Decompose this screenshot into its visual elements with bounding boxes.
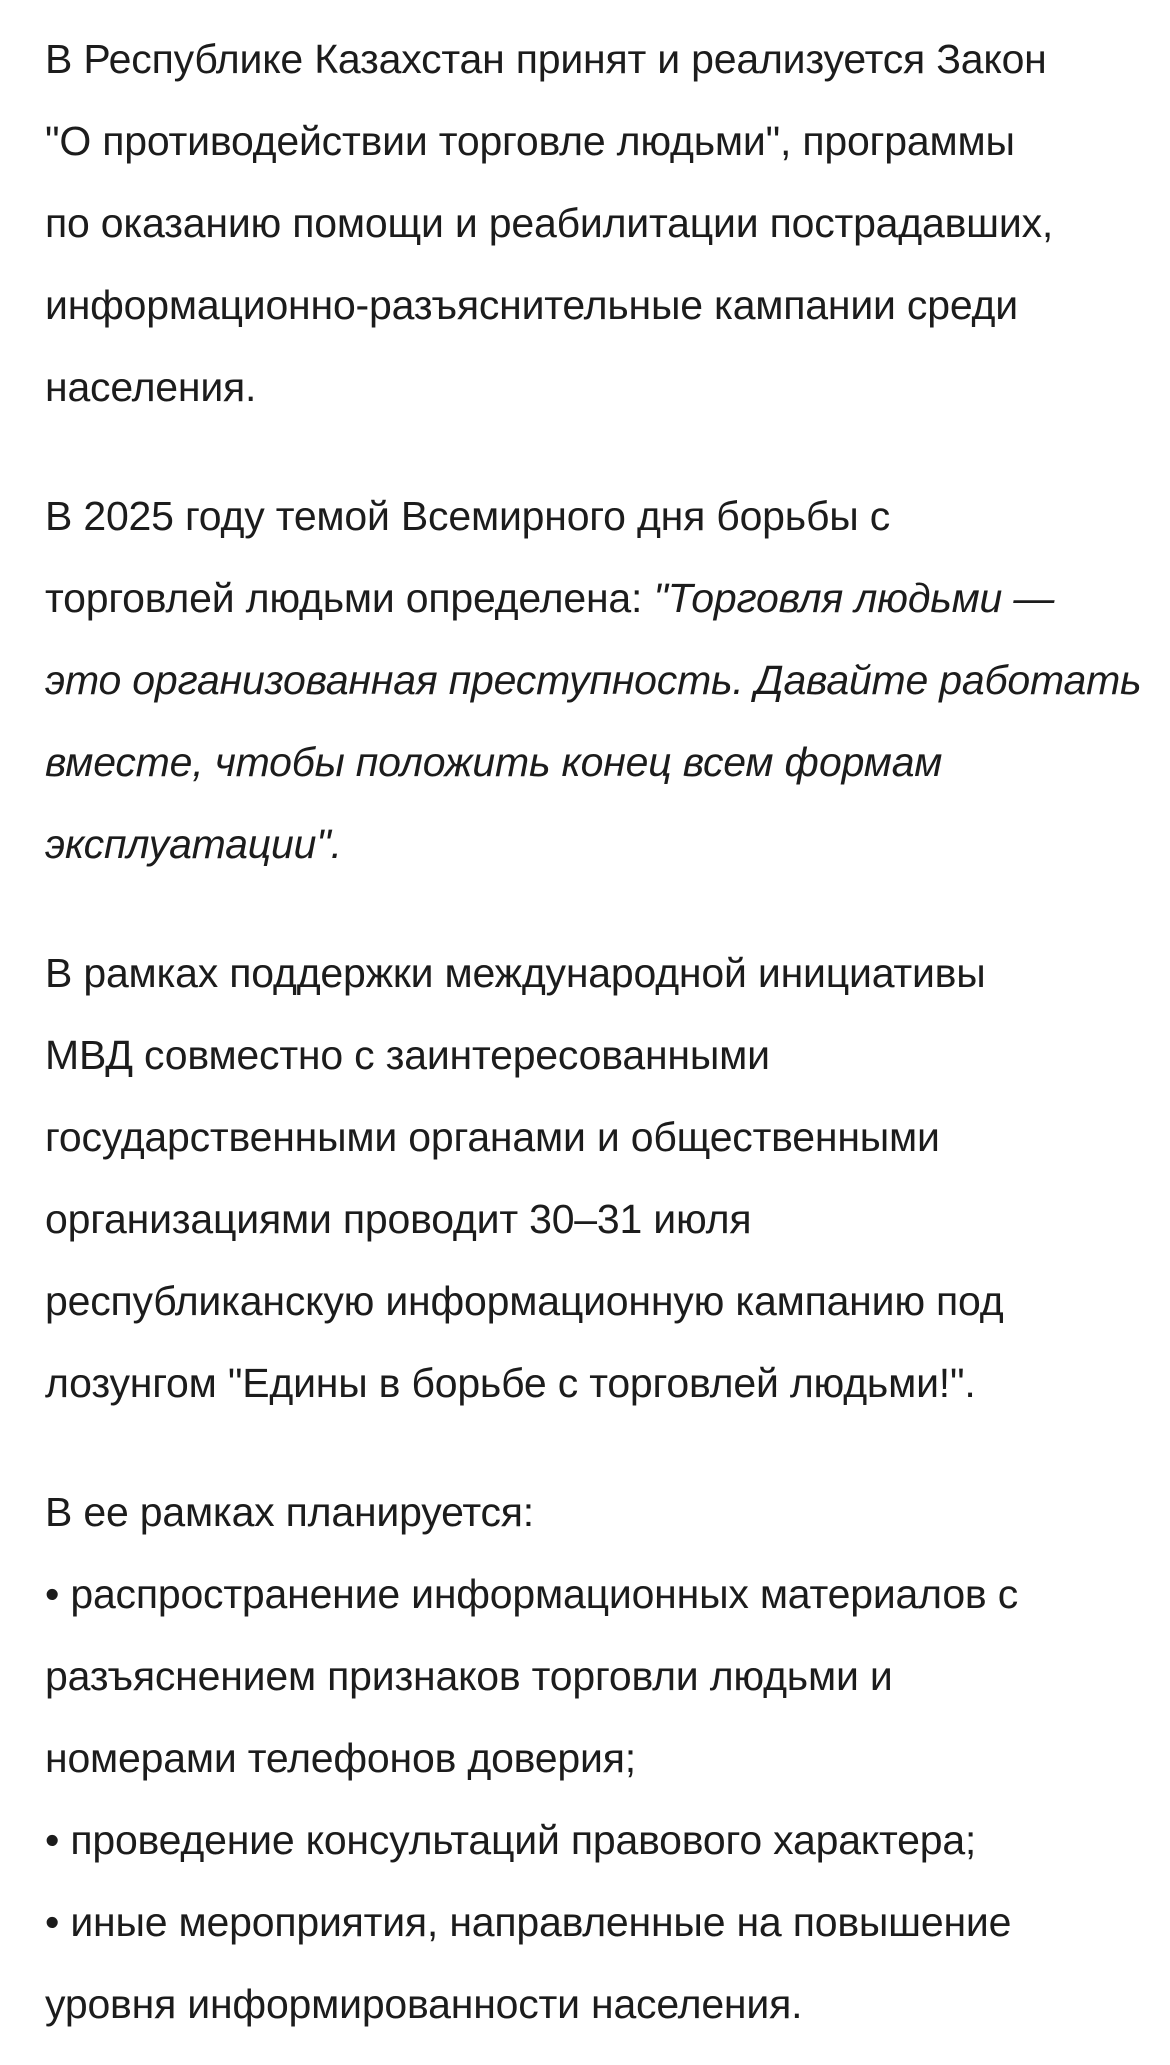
list-item-continuation: уровня информированности населения.: [45, 1981, 803, 2027]
text-line: МВД совместно с заинтересованными: [45, 1032, 770, 1078]
list-intro: В ее рамках планируется:: [45, 1489, 534, 1535]
text-line: В 2025 году темой Всемирного дня борьбы с: [45, 493, 890, 539]
text-line: "О противодействии торговле людьми", программы: [45, 118, 1015, 164]
list-item: • иные мероприятия, направленные на повышение: [45, 1899, 1012, 1945]
list-item: • распространение информационных материалов с: [45, 1571, 1018, 1617]
theme-quote-line: эксплуатации".: [45, 821, 342, 867]
text-segment: торговлей людьми определена:: [45, 575, 654, 621]
text-line: В Республике Казахстан принят и реализуется Закон: [45, 36, 1047, 82]
text-line: населения.: [45, 364, 257, 410]
list-item-continuation: номерами телефонов доверия;: [45, 1735, 636, 1781]
list-item: • проведение консультаций правового характера;: [45, 1817, 977, 1863]
list-item-continuation: разъяснением признаков торговли людьми и: [45, 1653, 893, 1699]
text-line: республиканскую информационную кампанию под: [45, 1278, 1004, 1324]
text-line: государственными органами и общественными: [45, 1114, 940, 1160]
paragraph-law: [45, 18, 1135, 428]
paragraph-theme: [45, 475, 1142, 885]
article-body: [45, 18, 1142, 2045]
theme-quote-start: "Торговля людьми —: [653, 575, 1055, 621]
text-line: В рамках поддержки международной инициативы: [45, 950, 986, 996]
theme-quote-line: вместе, чтобы положить конец всем формам: [45, 739, 943, 785]
text-line: [45, 557, 1135, 639]
paragraph-campaign: [45, 932, 1135, 1424]
theme-quote-line: это организованная преступность. Давайте работать: [45, 657, 1142, 703]
text-line: по оказанию помощи и реабилитации пострадавших,: [45, 200, 1054, 246]
paragraph-plan-list: [45, 1471, 1135, 2045]
text-line: организациями проводит 30–31 июля: [45, 1196, 752, 1242]
text-line: лозунгом "Едины в борьбе с торговлей людьми!".: [45, 1360, 976, 1406]
text-line: информационно-разъяснительные кампании среди: [45, 282, 1018, 328]
